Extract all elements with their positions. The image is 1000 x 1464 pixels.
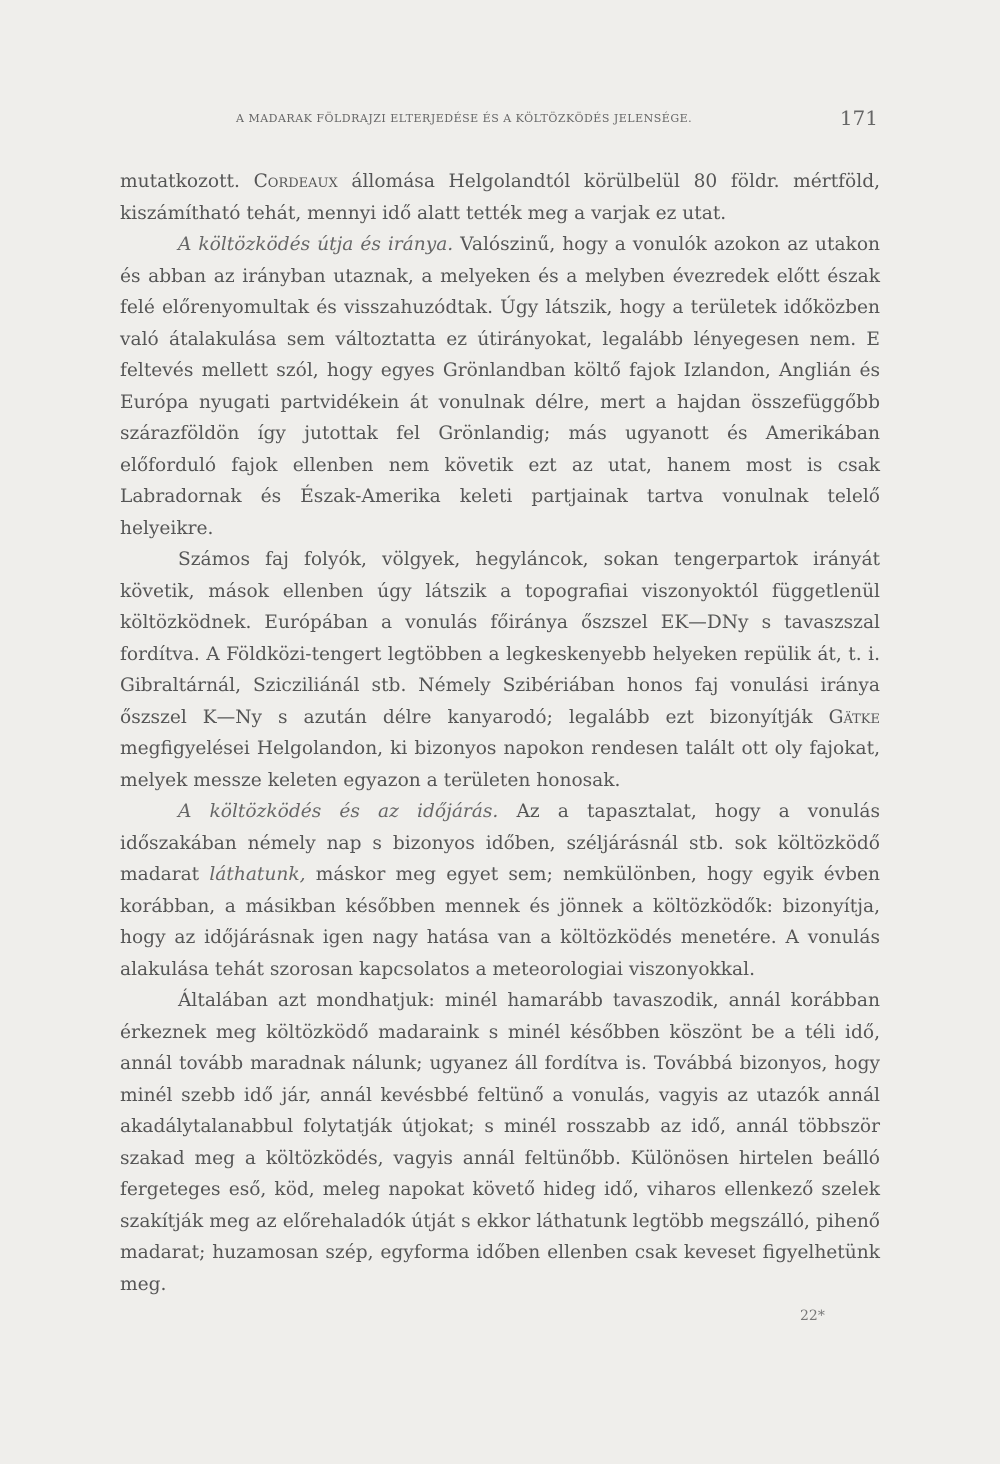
author-name-gatke: Gätke (828, 706, 880, 728)
paragraph-3 (120, 544, 880, 796)
paragraph-1-text: mutatkozott. (120, 171, 254, 192)
paragraph-4 (120, 796, 880, 985)
section-heading-weather: A költözködés és az időjárás. (178, 801, 499, 822)
section-heading-route: A költözködés útja és iránya. (178, 234, 454, 255)
body-text (120, 166, 880, 1300)
paragraph-3-rest: megfigyelései Helgolandon, ki bizonyos napokon rendesen talált ott oly fajokat, melyek messze keleten egyazon a területen honosak. (120, 738, 880, 791)
signature-mark: 22* (800, 1308, 825, 1324)
author-name-cordeaux: Cordeaux (253, 171, 338, 192)
paragraph-3-text: Számos faj folyók, völgyek, hegyláncok, sokan tengerpartok irányát követik, mások ellenben úgy látszik a topografiai viszonyoktól függetlenül költözködnek. Európában a vonulás főiránya őszszel EK—DNy s tavaszszal fordítva. A Földközi-tengert legtöbben a legkeskenyebb helyeken repülik át, t. i. Gibraltárnál, Szicziliánál stb. Némely Szibériában honos faj vonulási iránya őszszel K—Ny s azután délre kanyarodó; legalább ezt bizonyítják (120, 549, 880, 728)
emphasis-lathatunk: láthatunk, (209, 864, 306, 885)
paragraph-2 (120, 229, 880, 544)
page-number: 171 (839, 106, 878, 130)
running-title: A MADARAK FÖLDRAJZI ELTERJEDÉSE ÉS A KÖLTÖZKÖDÉS JELENSÉGE. (236, 112, 693, 125)
paragraph-4-text-a: Az a tapasztalat, hogy a vonulás időszakában némely nap s bizonyos időben, széljárásnál stb. sok költözködő madarat (120, 801, 880, 885)
paragraph-5-text: Általában azt mondhatjuk: minél hamarább tavaszodik, annál korábban érkeznek meg költözködő madaraink s minél későbben köszönt be a téli idő, annál tovább maradnak nálunk; ugyanez áll fordítva is. Továbbá bizonyos, hogy minél szebb idő jár, annál kevésbbé feltünő a vonulás, vagyis az utazók annál akadálytalanabbul folytatják útjokat; s minél rosszabb az idő, annál többször szakad meg a költözködés, vagyis annál feltünőbb. Különösen hirtelen beálló fergeteges eső, köd, meleg napokat követő hideg idő, viharos ellenkező szelek szakítják meg az előrehaladók útját s ekkor láthatunk legtöbb megszálló, pihenő madarat; huzamosan szép, egyforma időben ellenben csak keveset figyelhetünk meg. (120, 990, 880, 1295)
paragraph-1 (120, 166, 880, 229)
paragraph-2-text: Valószinű, hogy a vonulók azokon az utakon és abban az irányban utaznak, a melyeken és a melyben évezredek előtt észak felé előrenyomultak és visszahuzódtak. Úgy látszik, hogy a területek időközben való átalakulása sem változtatta ez útirányokat, legalább lényegesen nem. E feltevés mellett szól, hogy egyes Grönlandban költő fajok Izlandon, Anglián és Európa nyugati partvidékein át vonulnak délre, mert a hajdan összefüggőbb szárazföldön így jutottak fel Grönlandig; más ugyanott és Amerikában előforduló fajok ellenben nem követik ezt az utat, hanem most is csak Labradornak és Észak-Amerika keleti partjainak tartva vonulnak telelő helyeikre. (120, 234, 880, 539)
paragraph-4-text-b: máskor meg egyet sem; nemkülönben, hogy egyik évben korábban, a másikban későbben mennek és jönnek a költözködők: bizonyítja, hogy az időjárásnak igen nagy hatása van a költözködés menetére. A vonulás alakulása tehát szorosan kapcsolatos a meteorologiai viszonyokkal. (120, 864, 881, 980)
paragraph-5 (120, 985, 880, 1300)
running-header (236, 106, 878, 130)
paragraph-1-rest: állomása Helgolandtól körülbelül 80 földr. mértföld, kiszámítható tehát, mennyi idő alatt tették meg a varjak ez utat. (120, 171, 881, 224)
